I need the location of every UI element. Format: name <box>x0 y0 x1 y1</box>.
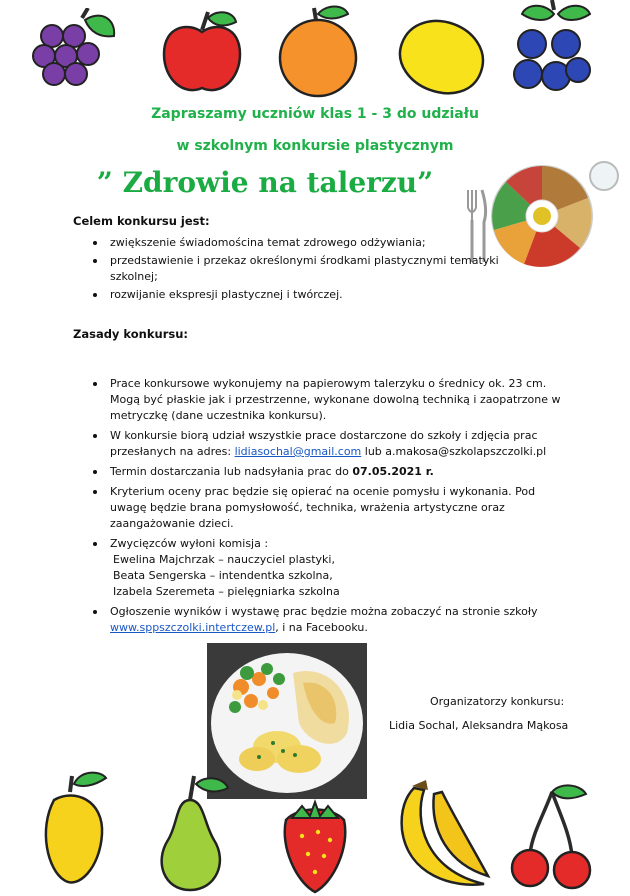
intro-line-1: Zapraszamy uczniów klas 1 - 3 do udziału <box>151 106 479 122</box>
grapes-icon <box>30 8 120 98</box>
school-website-link[interactable]: www.sppszczolki.intertczew.pl <box>110 621 276 634</box>
list-item <box>72 536 562 600</box>
list-item: Kryterium oceny prac będzie się opierać na ocenie pomysłu i wykonania. Pod uwagę będzie brana pomysłowość, technika, wrażenia artystyczne oraz zaangażowanie dzieci. <box>72 484 562 532</box>
cherries-icon <box>508 784 596 894</box>
apple-icon <box>158 8 248 100</box>
rule-text: Ogłoszenie wyników i wystawę prac będzie można zobaczyć na stronie szkoły <box>110 605 538 618</box>
deadline-date: 07.05.2021 r. <box>352 465 434 478</box>
orange-icon <box>272 4 364 100</box>
lemon-icon <box>392 16 492 96</box>
mango-icon <box>34 770 114 894</box>
list-item: Prace konkursowe wykonujemy na papierowym talerzyku o średnicy ok. 23 cm. Mogą być płaskie jak i przestrzenne, wykonane dowolną techniką i zaopatrzone w metryczkę (dane uczestnika konkursu). <box>72 376 562 424</box>
rules-heading: Zasady konkursu: <box>73 327 188 341</box>
list-item: rozwijanie ekspresji plastycznej i twórczej. <box>72 287 532 303</box>
organizers-heading: Organizatorzy konkursu: <box>430 695 565 708</box>
list-item <box>72 604 562 636</box>
blueberries-icon <box>508 0 600 104</box>
rules-list <box>72 376 562 640</box>
jury-member: Izabela Szeremeta – pielęgniarka szkolna <box>113 585 340 598</box>
jury-member: Beata Sengerska – intendentka szkolna, <box>113 569 333 582</box>
pear-icon <box>150 770 234 894</box>
rule-text: lub a.makosa@szkolapszczolki.pl <box>361 445 547 458</box>
list-item: przedstawienie i przekaz określonymi środkami plastycznymi tematyki szkolnej; <box>72 253 532 285</box>
intro-line-2: w szkolnym konkursie plastycznym <box>176 138 454 154</box>
goals-heading: Celem konkursu jest: <box>73 214 210 228</box>
banana-icon <box>384 780 496 894</box>
rule-text: Zwycięzców wyłoni komisja : <box>110 537 269 550</box>
organizers-names: Lidia Sochal, Aleksandra Mąkosa <box>389 719 569 732</box>
list-item: zwiększenie świadomościna temat zdrowego odżywiania; <box>72 235 532 251</box>
page-title: ” Zdrowie na talerzu” <box>96 166 434 199</box>
rule-text: W konkursie biorą udział wszystkie prace dostarczone do szkoły i zdjęcia prac przesłanych na adres: <box>110 429 538 458</box>
list-item <box>72 428 562 460</box>
rule-text: , i na Facebooku. <box>275 621 368 634</box>
email-link[interactable]: lidiasochal@gmail.com <box>234 445 362 458</box>
rule-text: Termin dostarczania lub nadsyłania prac do <box>110 465 353 478</box>
jury-member: Ewelina Majchrzak – nauczyciel plastyki, <box>113 553 335 566</box>
list-item <box>72 464 562 480</box>
goals-list <box>72 235 532 305</box>
strawberry-icon <box>278 796 352 896</box>
